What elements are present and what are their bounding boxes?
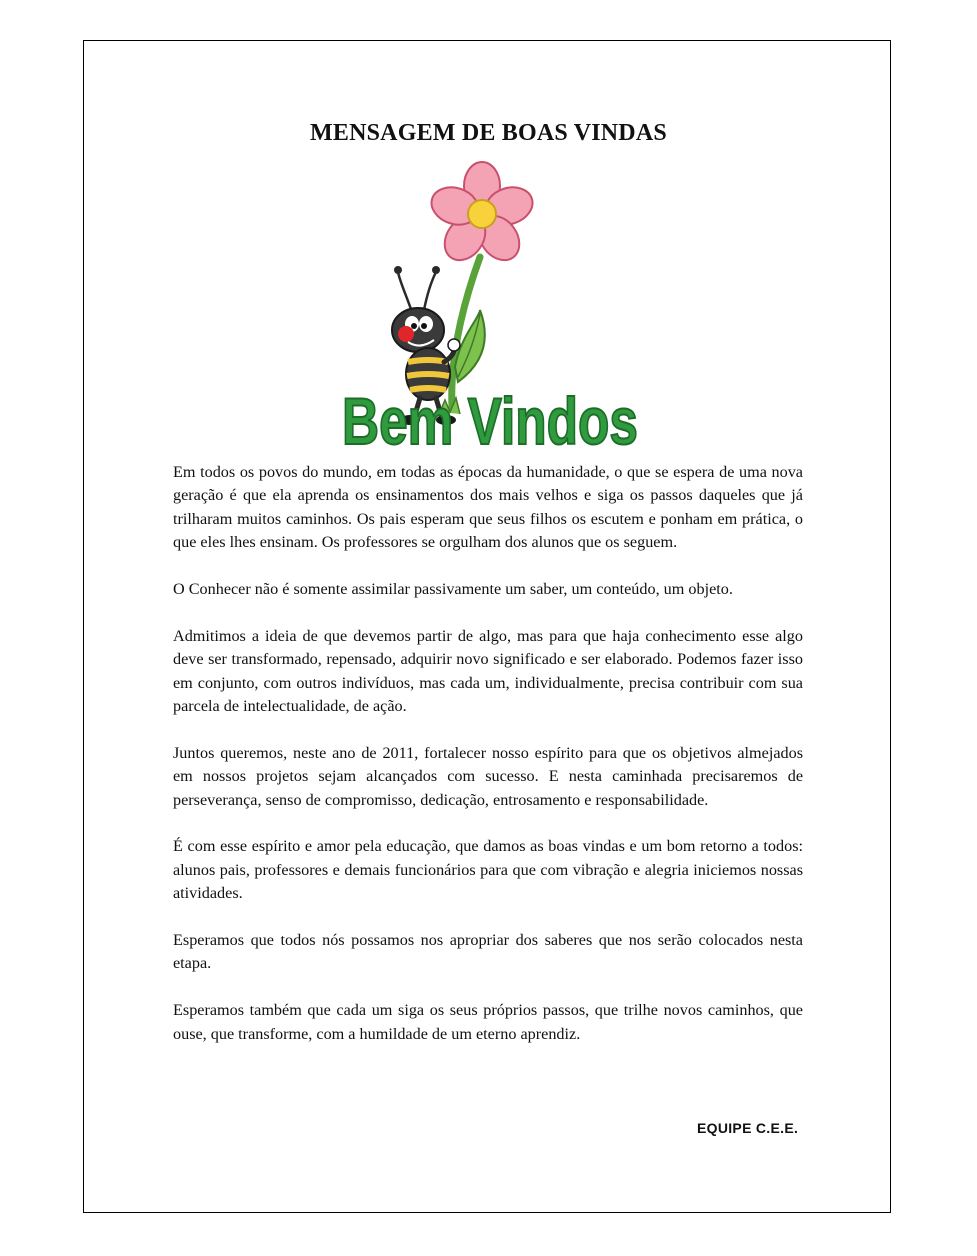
paragraph-7: Esperamos também que cada um siga os seus próprios passos, que trilhe novos caminhos, que ouse, que transforme, com a humildade de um eterno aprendiz. — [173, 1001, 803, 1043]
paragraph-6: Esperamos que todos nós possamos nos apropriar dos saberes que nos serão colocados nesta etapa. — [173, 931, 803, 973]
paragraph-4: Juntos queremos, neste ano de 2011, fortalecer nosso espírito para que os objetivos almejados em nossos projetos sejam alcançados com sucesso. E nesta caminhada precisaremos de perseverança, senso de compromisso, dedicação, entrosamento e responsabilidade. — [173, 743, 803, 809]
paragraph-2: O Conhecer não é somente assimilar passivamente um saber, um conteúdo, um objeto. — [173, 580, 733, 599]
welcome-illustration — [340, 162, 640, 458]
flower-ant-welcome-icon — [340, 162, 640, 458]
illustration-text: Bem Vindos — [342, 384, 638, 458]
paragraph-1: Em todos os povos do mundo, em todas as épocas da humanidade, o que se espera de uma nova geração é que ela aprenda os ensinamentos dos mais velhos e siga os passos daqueles que já trilharam muitos caminhos. Os pais esperam que seus filhos os escutem e ponham em prática, o que eles lhes ensinam. Os professores se orgulham dos alunos que os seguem. — [173, 463, 803, 552]
paragraph-5: É com esse espírito e amor pela educação, que damos as boas vindas e um bom retorno a todos: alunos pais, professores e demais funcionários para que com vibração e alegria iniciemos nossas atividades. — [173, 837, 803, 903]
message-body — [173, 461, 803, 1069]
paragraph-3: Admitimos a ideia de que devemos partir de algo, mas para que haja conhecimento esse algo deve ser transformado, repensado, adquirir novo significado e ser elaborado. Podemos fazer isso em conjunto, com outros indivíduos, mas cada um, individualmente, precisa contribuir com sua parcela de intelectualidade, de ação. — [173, 626, 803, 716]
page-title: MENSAGEM DE BOAS VINDAS — [310, 120, 667, 146]
signature: EQUIPE C.E.E. — [697, 1120, 799, 1136]
